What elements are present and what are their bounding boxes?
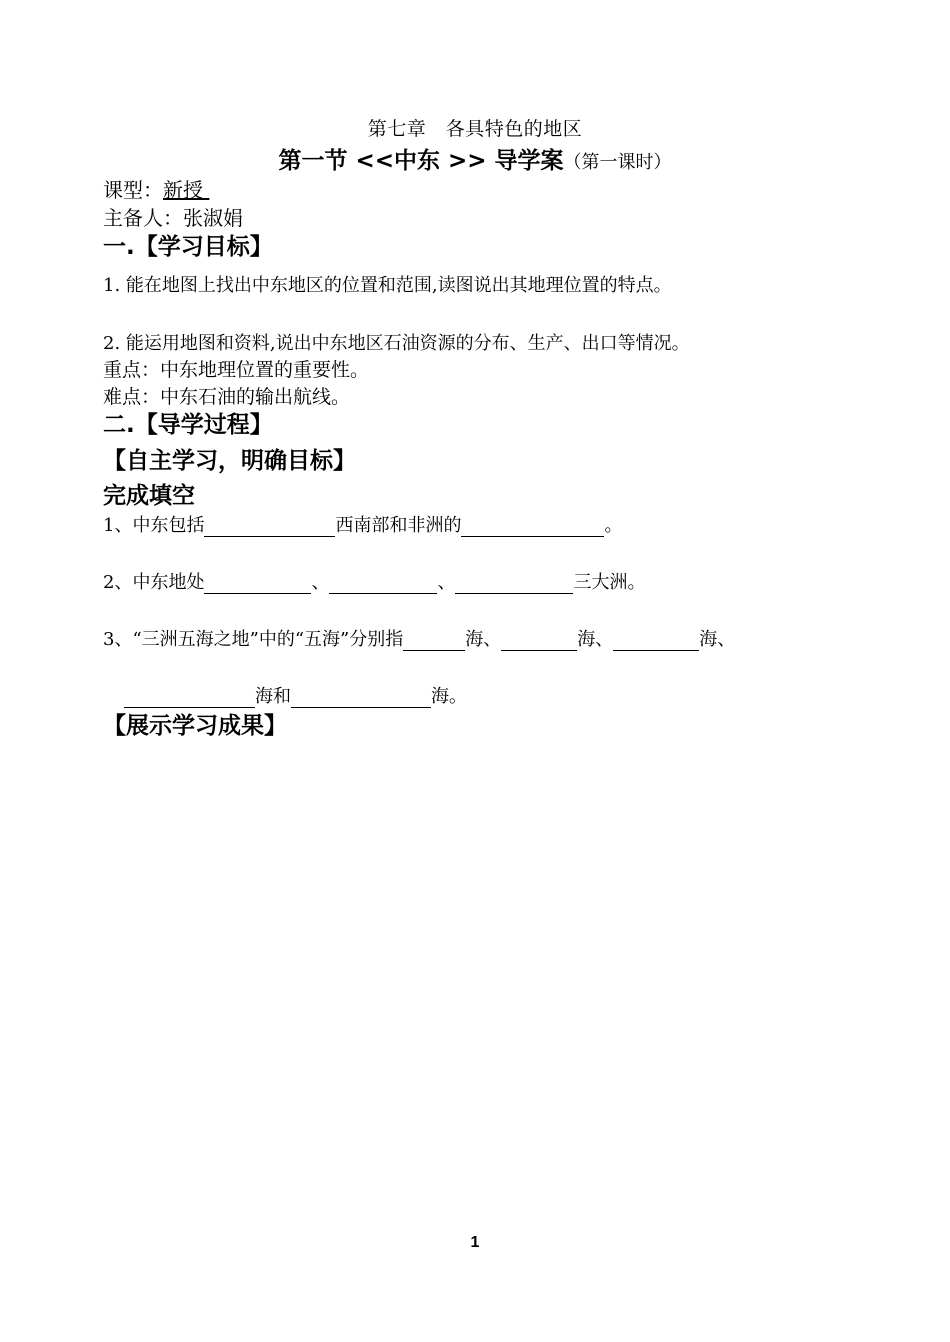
chapter-title: 第七章 各具特色的地区 [367,118,583,140]
question-3 [103,625,735,651]
preparer-value: 张淑娟 [183,206,243,230]
q3-sea-1: 海、 [465,629,502,650]
q3-blank-2[interactable] [501,631,577,651]
fill-in-heading: 完成填空 [103,483,195,509]
q2-text-a: 2、中东地处 [103,572,205,593]
q3-blank-5[interactable] [291,688,431,708]
section-title-main: 第一节 <<中东 >> 导学案 [278,148,564,174]
question-1 [103,511,622,537]
q2-text-c: 三大洲。 [573,572,646,593]
q3-blank-4[interactable] [124,688,255,708]
q2-blank-1[interactable] [204,574,311,594]
question-2 [103,568,645,594]
goal-item-2: 2. 能运用地图和资料,说出中东地区石油资源的分布、生产、出口等情况。 [103,333,690,354]
process-heading: 二.【导学过程】 [103,412,273,438]
goal-item-1: 1. 能在地图上找出中东地区的位置和范围,读图说出其地理位置的特点。 [103,275,672,296]
q2-blank-2[interactable] [329,574,437,594]
q3-sea-2: 海、 [577,629,614,650]
section-title [0,142,950,175]
preparer-label: 主备人： [103,206,183,230]
q3-end: 海。 [431,686,467,707]
q3-sea-4: 海和 [255,686,291,707]
q3-blank-1[interactable] [403,631,465,651]
lesson-type-value: 新授 [163,178,203,202]
q2-sep-1: 、 [311,572,330,593]
section-title-sub: （第一课时） [563,152,672,173]
q1-text-c: 。 [604,515,623,536]
q2-sep-2: 、 [437,572,456,593]
key-point: 重点：中东地理位置的重要性。 [103,359,370,381]
q2-blank-3[interactable] [455,574,573,594]
lesson-type-label: 课型： [103,178,163,202]
q1-text-b: 西南部和非洲的 [335,515,462,536]
q1-blank-2[interactable] [461,517,604,537]
self-study-heading: 【自主学习，明确目标】 [103,448,356,474]
q1-text-a: 1、中东包括 [103,515,205,536]
lesson-type [103,174,209,203]
page-number: 1 [470,1234,480,1251]
q3-blank-3[interactable] [613,631,699,651]
show-results-heading: 【展示学习成果】 [103,713,287,739]
preparer [103,202,243,231]
q1-blank-1[interactable] [204,517,335,537]
q3-text-a: 3、“三洲五海之地”中的“五海”分别指 [103,629,404,650]
difficulty-point: 难点：中东石油的输出航线。 [103,386,351,408]
q3-sea-3: 海、 [699,629,736,650]
question-3-continued [124,682,467,708]
goals-heading: 一.【学习目标】 [103,234,273,260]
